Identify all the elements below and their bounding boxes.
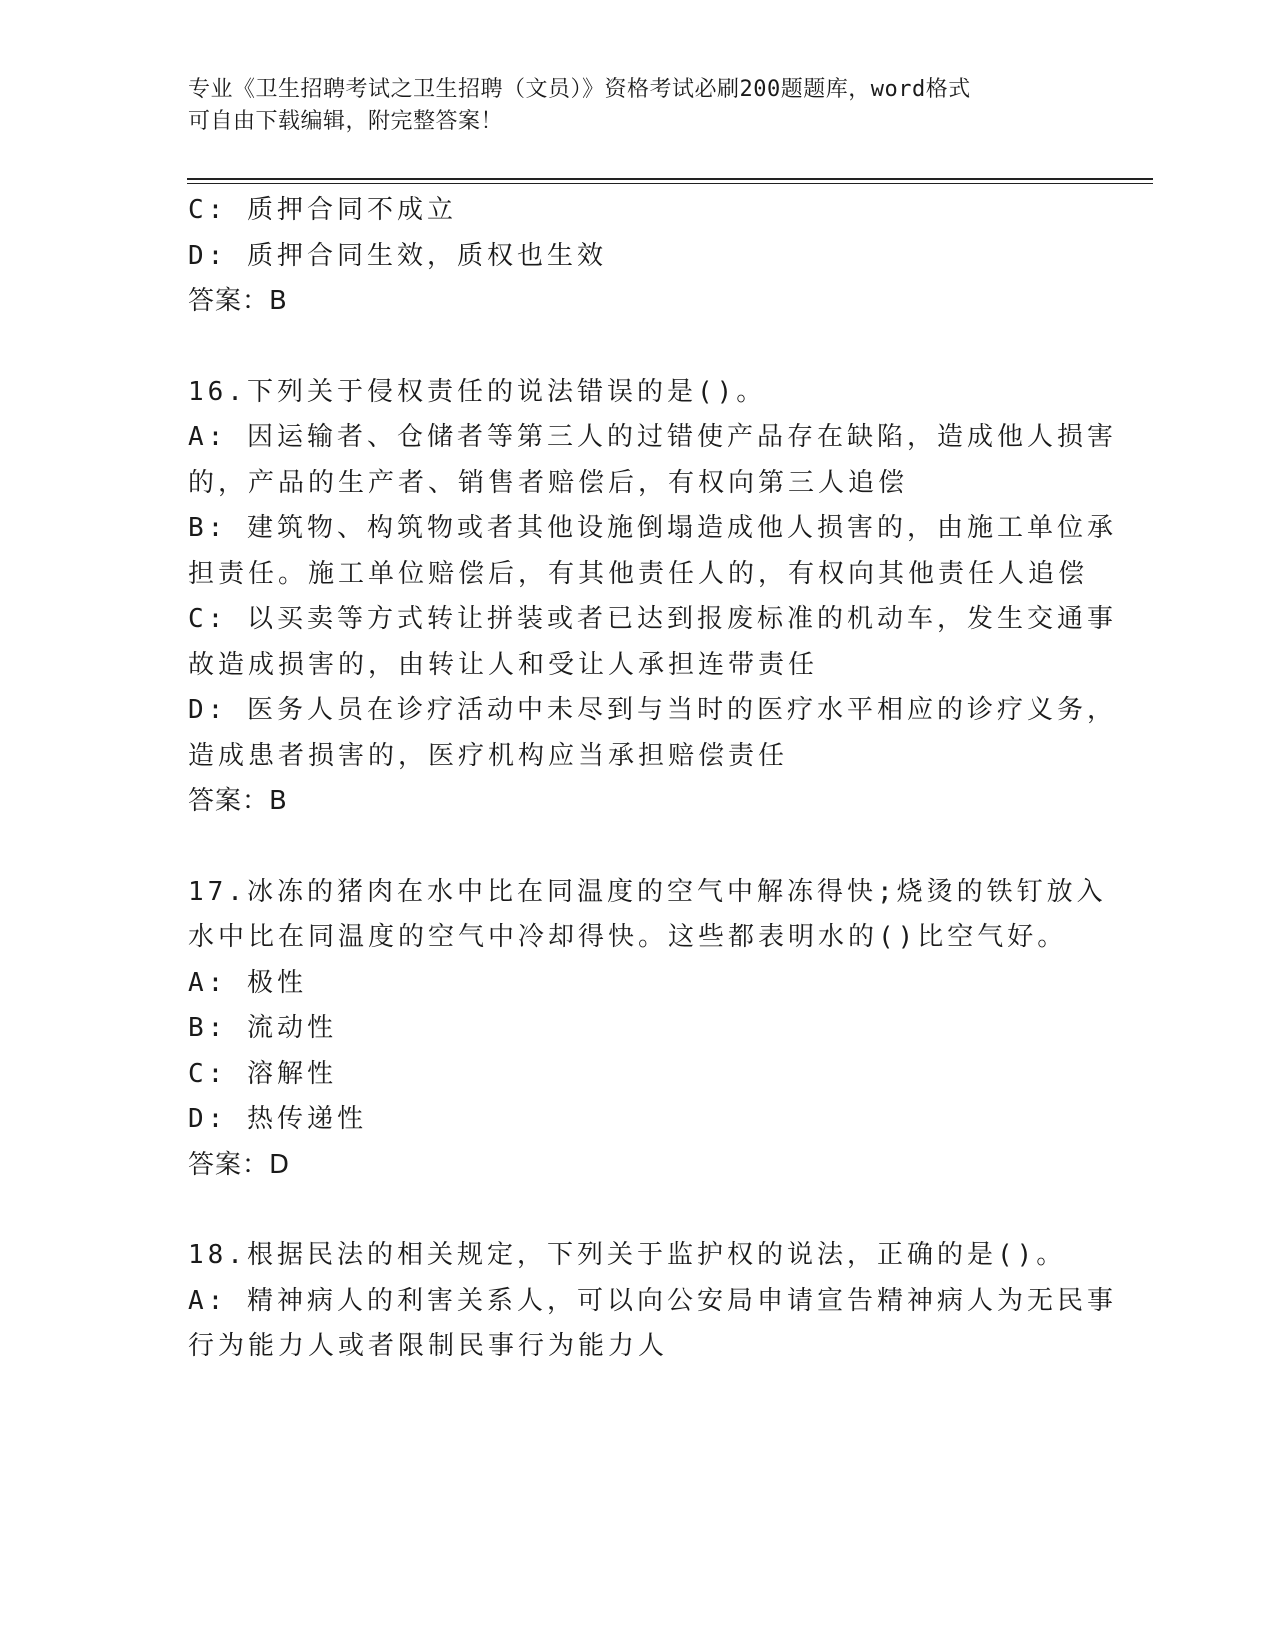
question-stem-line-2: 水中比在同温度的空气中冷却得快。这些都表明水的()比空气好。 <box>188 922 1068 952</box>
document-body <box>188 188 1117 1370</box>
option-a-line-1: A: 精神病人的利害关系人，可以向公安局申请宣告精神病人为无民事 <box>188 1285 1117 1316</box>
header-line-2: 可自由下载编辑，附完整答案！ <box>188 109 504 134</box>
option-d-line-1: D: 医务人员在诊疗活动中未尽到与当时的医疗水平相应的诊疗义务， <box>188 695 1117 725</box>
option-c-line-1: C: 以买卖等方式转让拼装或者已达到报废标准的机动车，发生交通事 <box>188 604 1117 634</box>
question-stem-line-1: 17.冰冻的猪肉在水中比在同温度的空气中解冻得快;烧烫的铁钉放入 <box>188 876 1107 907</box>
question-15-continued <box>188 188 1088 325</box>
question-17 <box>188 870 1107 1189</box>
header-divider <box>187 178 1153 184</box>
option-c-line-2: 故造成损害的，由转让人和受让人承担连带责任 <box>188 649 819 680</box>
spacer <box>188 825 1088 870</box>
option-a-line-1: A: 因运输者、仓储者等第三人的过错使产品存在缺陷，造成他人损害 <box>188 422 1117 452</box>
answer: 答案：B <box>188 286 288 316</box>
option-d-line-2: 造成患者损害的，医疗机构应当承担赔偿责任 <box>188 740 789 771</box>
option-d: D: 热传递性 <box>188 1104 367 1134</box>
answer: 答案：D <box>188 1149 291 1180</box>
header-line-1: 专业《卫生招聘考试之卫生招聘（文员）》资格考试必刷200题题库，word格式 <box>188 77 971 102</box>
option-c: C: 质押合同不成立 <box>188 195 457 225</box>
question-16 <box>188 370 1117 825</box>
question-18 <box>188 1233 1117 1370</box>
option-b-line-1: B: 建筑物、构筑物或者其他设施倒塌造成他人损害的，由施工单位承 <box>188 513 1117 543</box>
option-b-line-2: 担责任。施工单位赔偿后，有其他责任人的，有权向其他责任人追偿 <box>188 558 1089 589</box>
answer: 答案：B <box>188 786 288 816</box>
spacer <box>188 1188 1088 1233</box>
question-stem: 16.下列关于侵权责任的说法错误的是()。 <box>188 376 767 407</box>
option-a: A: 极性 <box>188 967 307 998</box>
document-header <box>188 74 1068 138</box>
option-c: C: 溶解性 <box>188 1058 337 1089</box>
option-d: D: 质押合同生效，质权也生效 <box>188 240 607 271</box>
option-a-line-2: 行为能力人或者限制民事行为能力人 <box>188 1331 669 1361</box>
option-a-line-2: 的，产品的生产者、销售者赔偿后，有权向第三人追偿 <box>188 467 909 498</box>
spacer <box>188 325 1088 370</box>
option-b: B: 流动性 <box>188 1013 337 1043</box>
question-stem: 18.根据民法的相关规定，下列关于监护权的说法，正确的是()。 <box>188 1240 1067 1270</box>
